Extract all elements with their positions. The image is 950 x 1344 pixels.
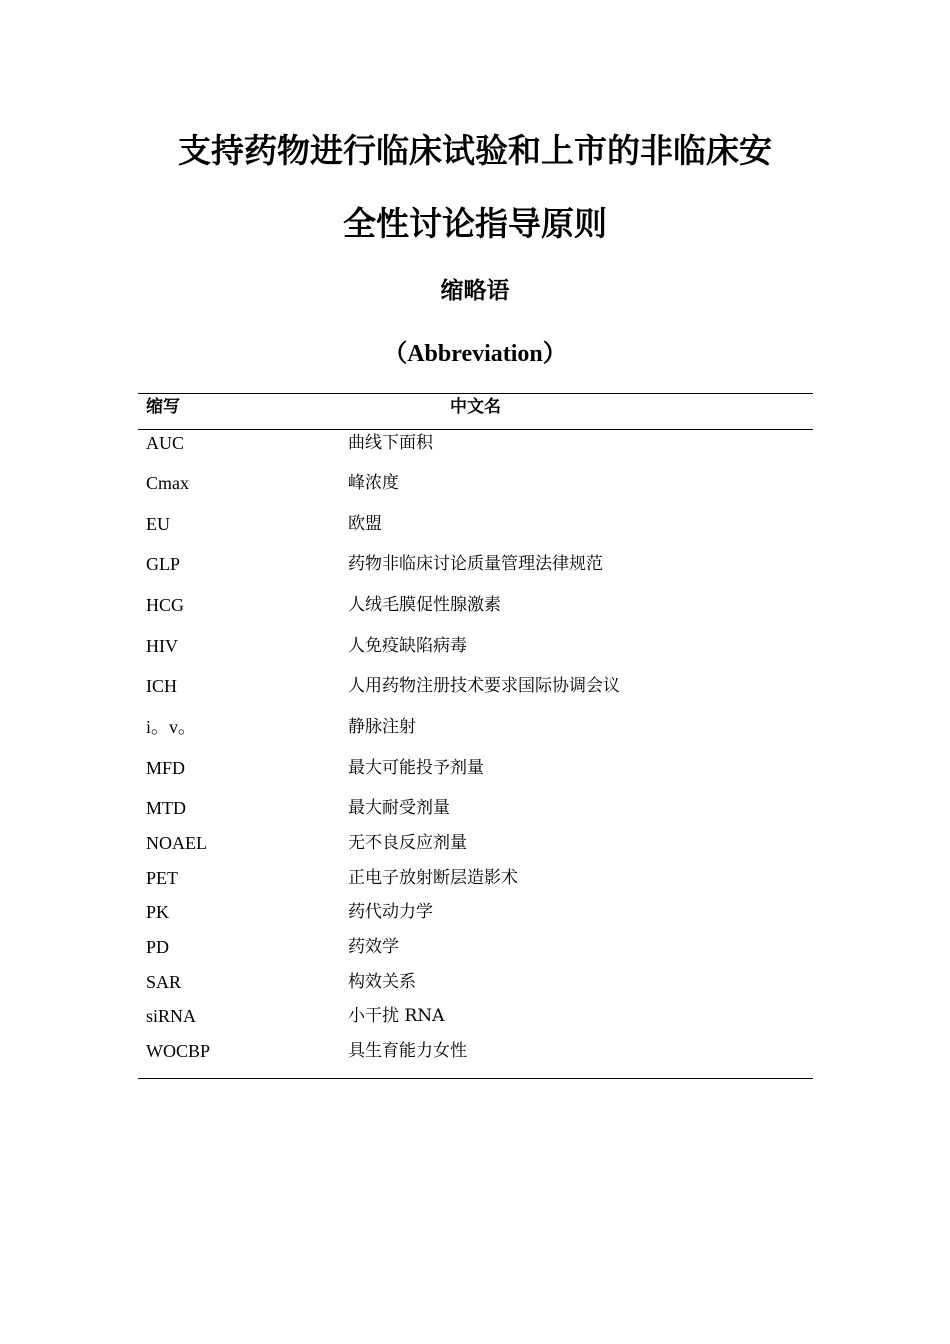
chinese-name-cell: 具生育能力女性 — [348, 1041, 467, 1061]
table-header-abbreviation: 缩写 — [146, 397, 180, 417]
abbreviation-cell: WOCBP — [146, 1041, 211, 1061]
abbreviation-cell: PK — [146, 902, 170, 922]
table-row — [0, 831, 950, 855]
chinese-name-cell: 欧盟 — [348, 514, 382, 534]
section-title: 缩略语 — [440, 278, 510, 304]
table-row — [0, 796, 950, 820]
chinese-name-cell: 最大耐受剂量 — [348, 798, 450, 818]
table-header-chinese-name: 中文名 — [450, 397, 501, 417]
chinese-name-cell: 小干扰 RNA — [348, 1006, 445, 1026]
chinese-name-cell: 静脉注射 — [348, 717, 416, 737]
chinese-name-cell: 药物非临床讨论质量管理法律规范 — [348, 554, 603, 574]
document-title-line-2: 全性讨论指导原则 — [343, 204, 607, 243]
document-title-line-1: 支持药物进行临床试验和上市的非临床安 — [178, 131, 772, 170]
table-row — [0, 634, 950, 658]
chinese-name-cell: 药效学 — [348, 937, 399, 957]
chinese-name-cell: 无不良反应剂量 — [348, 833, 467, 853]
chinese-name-cell: 人用药物注册技术要求国际协调会议 — [348, 676, 620, 696]
chinese-name-cell: 人绒毛膜促性腺激素 — [348, 595, 501, 615]
table-row — [0, 1004, 950, 1028]
abbreviation-cell: Cmax — [146, 473, 189, 493]
chinese-name-cell: 人免疫缺陷病毒 — [348, 636, 467, 656]
chinese-name-cell: 正电子放射断层造影术 — [348, 868, 518, 888]
chinese-name-cell: 构效关系 — [348, 972, 416, 992]
abbreviation-cell: HIV — [146, 636, 178, 656]
abbreviation-cell: SAR — [146, 972, 182, 992]
table-row — [0, 970, 950, 994]
abbreviation-cell: MTD — [146, 798, 186, 818]
table-row — [0, 1039, 950, 1063]
chinese-name-cell: 峰浓度 — [348, 473, 399, 493]
abbreviation-cell: ICH — [146, 676, 177, 696]
table-row — [0, 715, 950, 739]
table-row — [0, 471, 950, 495]
table-header-rule — [138, 429, 813, 430]
abbreviation-cell: siRNA — [146, 1006, 197, 1026]
abbreviation-cell: NOAEL — [146, 833, 207, 853]
table-top-rule — [138, 393, 813, 394]
chinese-name-cell: 曲线下面积 — [348, 433, 433, 453]
table-row — [0, 674, 950, 698]
table-bottom-rule — [138, 1078, 813, 1079]
abbreviation-cell: HCG — [146, 595, 185, 615]
table-row — [0, 593, 950, 617]
abbreviation-cell: PD — [146, 937, 170, 957]
table-row — [0, 431, 950, 455]
table-row — [0, 512, 950, 536]
abbreviation-cell: AUC — [146, 433, 185, 453]
table-row — [0, 552, 950, 576]
chinese-name-cell: 最大可能投予剂量 — [348, 758, 484, 778]
abbreviation-cell: GLP — [146, 554, 181, 574]
abbreviation-cell: PET — [146, 868, 179, 888]
abbreviation-cell: EU — [146, 514, 170, 534]
table-row — [0, 900, 950, 924]
table-row — [0, 935, 950, 959]
chinese-name-cell: 药代动力学 — [348, 902, 433, 922]
table-row — [0, 756, 950, 780]
table-row — [0, 866, 950, 890]
section-subtitle: （Abbreviation） — [383, 341, 567, 367]
abbreviation-cell: MFD — [146, 758, 186, 778]
abbreviation-cell: i。v。 — [146, 717, 197, 737]
